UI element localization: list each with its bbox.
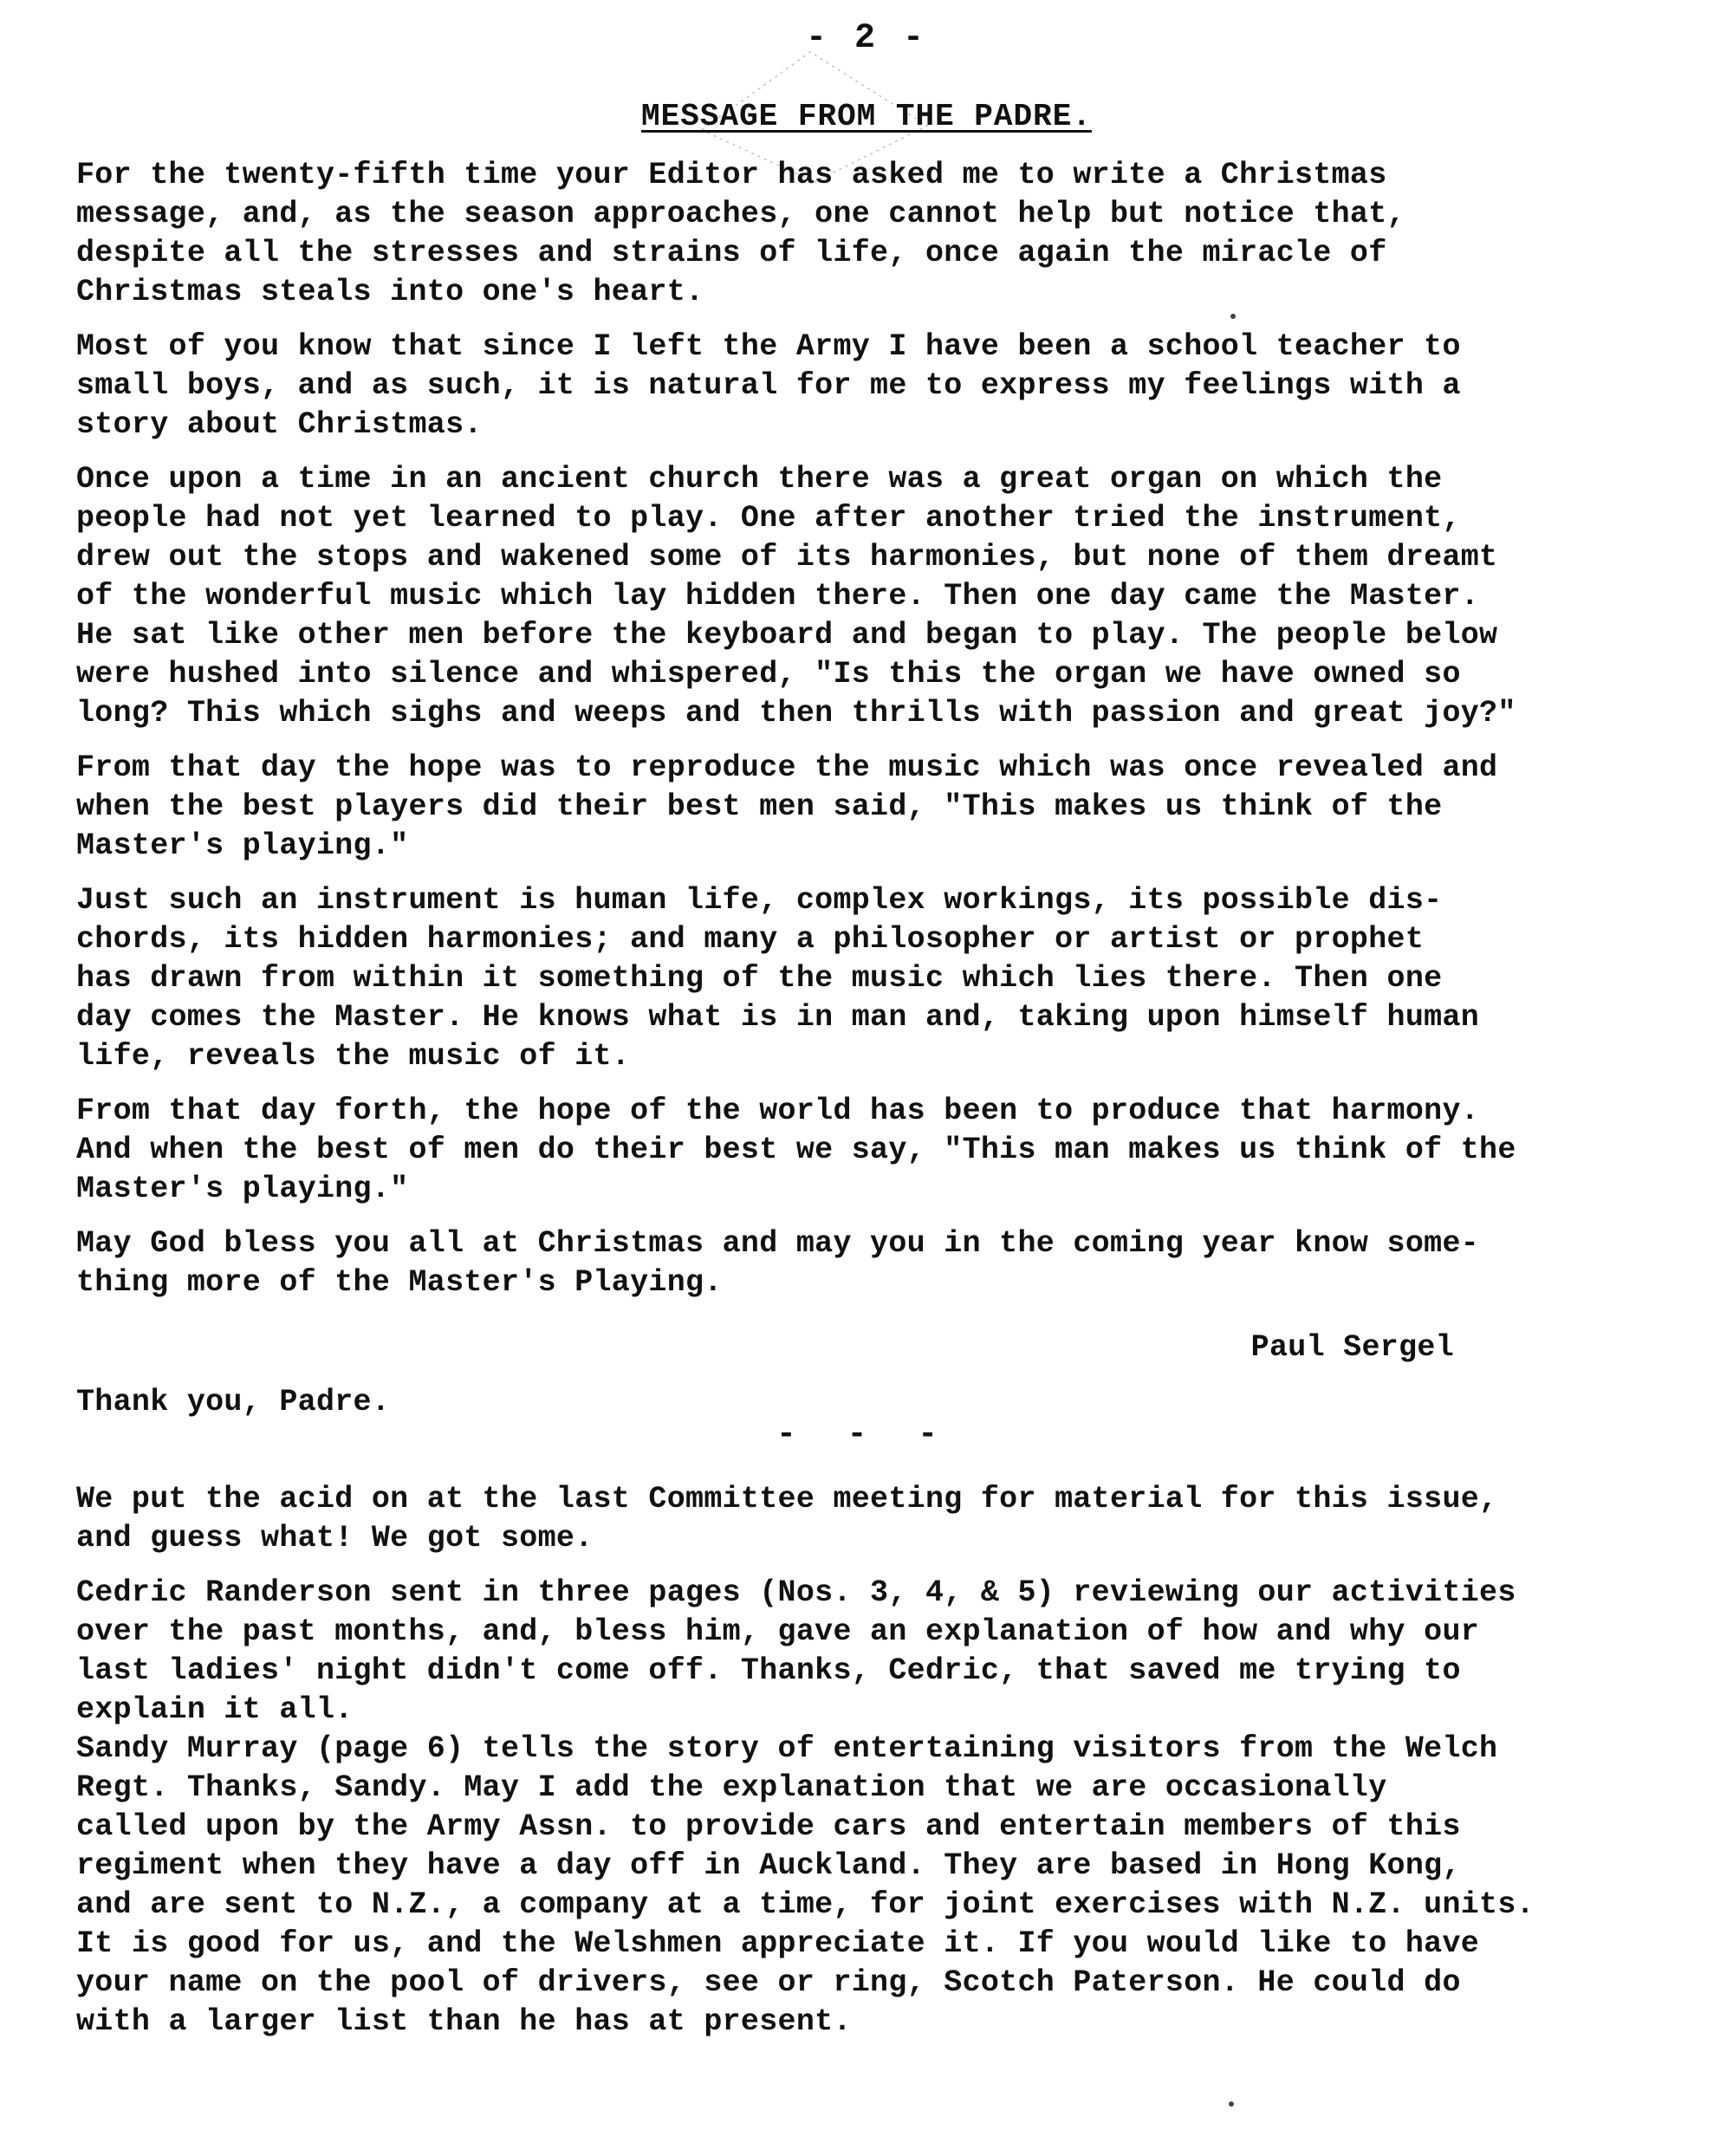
paragraph-organ-story: Once upon a time in an ancient church there was a great organ on which the people had not yet learned to play. One after another tried the instrument, drew out the stops and wakened some of its harmonies, but none of them dreamt of the wonderful music which lay hidden there. Then one day came the Master. He sat like other men before the keyboard and began to play. The people below were hushed into silence and whispered, "Is this the organ we have owned so long? This which sighs and weeps and then thrills with passion and great joy?" <box>76 462 1516 731</box>
paragraph-human-life: Just such an instrument is human life, complex workings, its possible dis- chords, its hidden harmonies; and many a philosopher or artist or prophet has drawn from within it something of the music which lies there. Then one day comes the Master. He knows what is in man and, taking upon himself human life, reveals the music of it. <box>76 883 1480 1074</box>
ink-speck <box>1230 314 1236 319</box>
paragraph-acid: We put the acid on at the last Committee meeting for material for this issue, and guess what! We got some. <box>76 1482 1498 1555</box>
paragraph-intro: For the twenty-fifth time your Editor has asked me to write a Christmas message, and, as the season approaches, one cannot help but notice that, despite all the stresses and strains of life, once again the miracle of Christmas steals into one's heart. <box>76 158 1405 309</box>
title-text: MESSAGE FROM THE PADRE. <box>641 99 1092 134</box>
signature: Paul Sergel <box>1250 1330 1454 1365</box>
paragraph-blessing: May God bless you all at Christmas and may you in the coming year know some- thing more of the Master's Playing. <box>76 1226 1480 1300</box>
section-divider: - - - <box>776 1416 954 1453</box>
page-number: - 2 - <box>805 19 928 58</box>
paragraph-teacher: Most of you know that since I left the Army I have been a school teacher to small boys, and as such, it is natural for me to express my feelings with a story about Christmas. <box>76 329 1461 442</box>
letter-body <box>76 156 1653 2057</box>
ink-speck <box>1229 2101 1234 2107</box>
paragraph-sandy: Sandy Murray (page 6) tells the story of entertaining visitors from the Welch Regt. Thanks, Sandy. May I add the explanation that we are occasionally called upon by the Army Assn. to provide cars and entertain members of this regiment when they have a day off in Auckland. They are based in Hong Kong, and are sent to N.Z., a company at a time, for joint exercises with N.Z. units. It is good for us, and the Welshmen appreciate it. If you would like to have your name on the pool of drivers, see or ring, Scotch Paterson. He could do with a larger list than he has at present. <box>76 1731 1535 2039</box>
paragraph-hope-of-world: From that day forth, the hope of the world has been to produce that harmony. And when the best of men do their best we say, "This man makes us think of the Master's playing." <box>76 1094 1516 1206</box>
paragraph-reproduce-music: From that day the hope was to reproduce the music which was once revealed and when the best players did their best men said, "This makes us think of the Master's playing." <box>76 750 1498 863</box>
paragraph-cedric: Cedric Randerson sent in three pages (Nos. 3, 4, & 5) reviewing our activities over the past months, and, bless him, gave an explanation of how and why our last ladies' night didn't come off. Thanks, Cedric, that saved me trying to explain it all. <box>76 1575 1516 1727</box>
page-title <box>0 99 1733 134</box>
thanks-line: Thank you, Padre. <box>76 1385 391 1419</box>
